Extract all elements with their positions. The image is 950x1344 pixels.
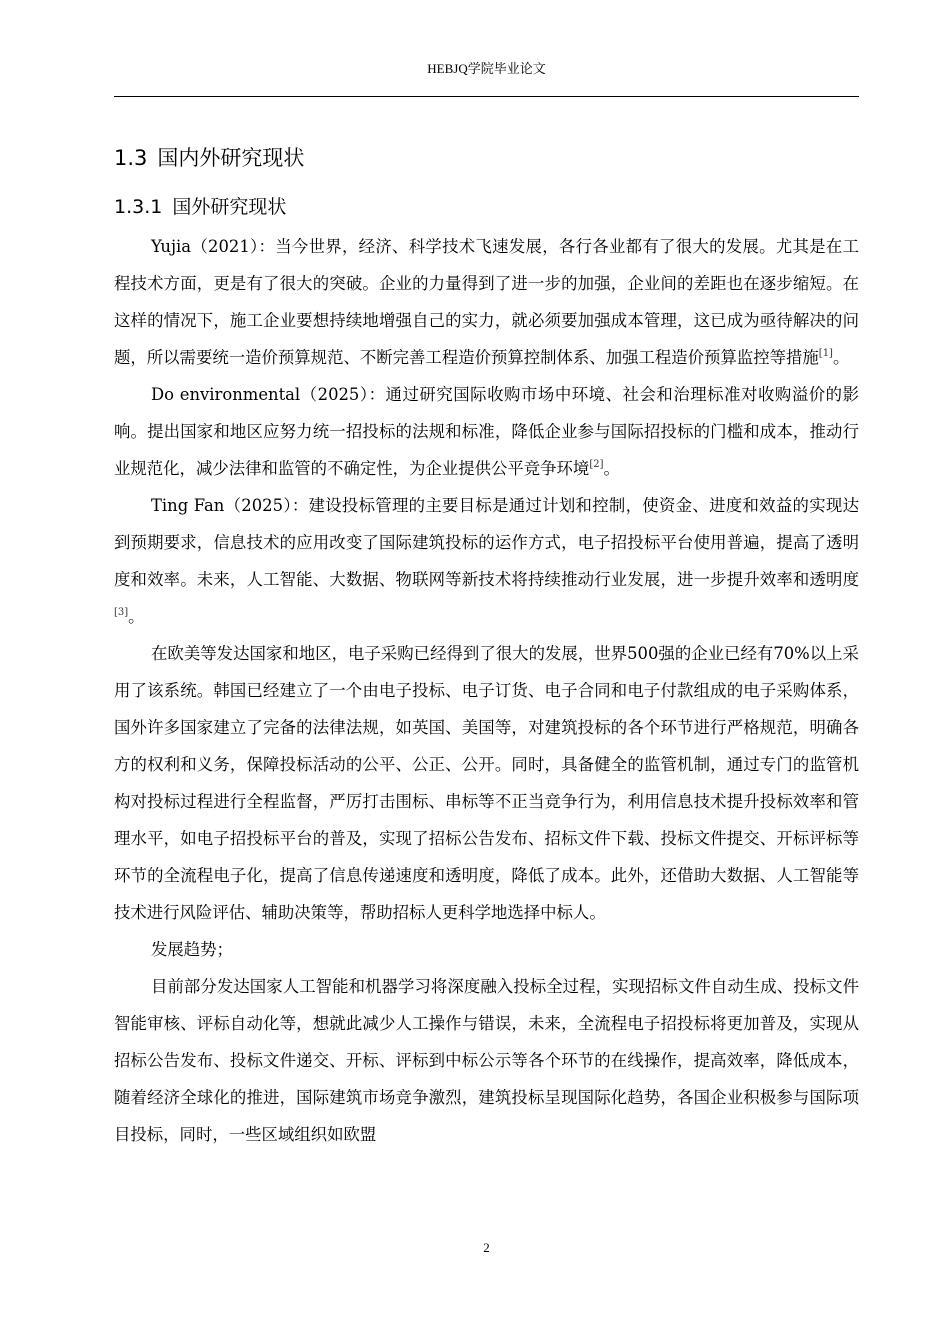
body-text — [114, 228, 859, 1153]
paragraph-developed-countries: 在欧美等发达国家和地区，电子采购已经得到了很大的发展，世界500强的企业已经有70%以上采用了该系统。韩国已经建立了一个由电子投标、电子订货、电子合同和电子付款组成的电子采购体系，国外许多国家建立了完备的法律法规，如英国、美国等，对建筑投标的各个环节进行严格规范，明确各方的权利和义务，保障投标活动的公平、公正、公开。同时，具备健全的监管机制，通过专门的监管机构对投标过程进行全程监督，严厉打击围标、串标等不正当竞争行为，利用信息技术提升投标效率和管理水平，如电子招投标平台的普及，实现了招标公告发布、招标文件下载、投标文件提交、开标评标等环节的全流程电子化，提高了信息传递速度和透明度，降低了成本。此外，还借助大数据、人工智能等技术进行风险评估、辅助决策等，帮助招标人更科学地选择中标人。 — [114, 644, 859, 922]
subsection-title: 国外研究现状 — [172, 196, 287, 218]
citation-ref: [2] — [589, 459, 604, 470]
paragraph-end: 。 — [832, 348, 850, 367]
paragraph-ting-fan — [114, 487, 859, 635]
page-number: 2 — [483, 1240, 490, 1255]
section-heading — [114, 140, 304, 176]
paragraph-end: 。 — [603, 459, 620, 478]
paragraph-trends: 目前部分发达国家人工智能和机器学习将深度融入投标全过程，实现招标文件自动生成、投标文件智能审核、评标自动化等，想就此减少人工操作与错误，未来，全流程电子招投标将更加普及，实现从招标公告发布、投标文件递交、开标、评标到中标公示等各个环节的在线操作，提高效率，降低成本，随着经济全球化的推进，国际建筑市场竞争激烈，建筑投标呈现国际化趋势，各国企业积极参与国际项目投标，同时，一些区域组织如欧盟 — [114, 977, 859, 1144]
subsection-heading — [114, 190, 286, 224]
subsection-number: 1.3.1 — [114, 196, 163, 218]
paragraph-text: Yujia（2021）：当今世界，经济、科学技术飞速发展，各行各业都有了很大的发展。尤其是在工程技术方面，更是有了很大的突破。企业的力量得到了进一步的加强，企业间的差距也在逐步缩短。在这样的情况下，施工企业要想持续地增强自己的实力，就必须要加强成本管理，这已成为亟待解决的问题，所以需要统一造价预算规范、不断完善工程造价预算控制体系、加强工程造价预算监控等措施 — [114, 237, 859, 367]
section-title: 国内外研究现状 — [157, 146, 305, 170]
paragraph-yujia — [114, 228, 859, 376]
paragraph-do-environmental — [114, 376, 859, 487]
paragraph-text: Do environmental（2025）：通过研究国际收购市场中环境、社会和治理标准对收购溢价的影响。提出国家和地区应努力统一招投标的法规和标准，降低企业参与国际招投标的门槛和成本，推动行业规范化，减少法律和监管的不确定性，为企业提供公平竞争环境 — [114, 385, 859, 478]
paragraph-trend-label: 发展趋势； — [151, 940, 233, 959]
citation-ref: [1] — [818, 348, 833, 359]
section-number: 1.3 — [114, 146, 148, 170]
page-header: HEBJQ学院毕业论文 — [427, 61, 546, 76]
citation-ref: [3] — [114, 607, 129, 618]
paragraph-end: 。 — [128, 607, 145, 626]
paragraph-text: Ting Fan（2025）：建设投标管理的主要目标是通过计划和控制，使资金、进度和效益的实现达到预期要求，信息技术的应用改变了国际建筑投标的运作方式，电子招投标平台使用普遍，提高了透明度和效率。未来，人工智能、大数据、物联网等新技术将持续推动行业发展，进一步提升效率和透明度 — [114, 496, 859, 589]
header-divider — [114, 96, 859, 97]
